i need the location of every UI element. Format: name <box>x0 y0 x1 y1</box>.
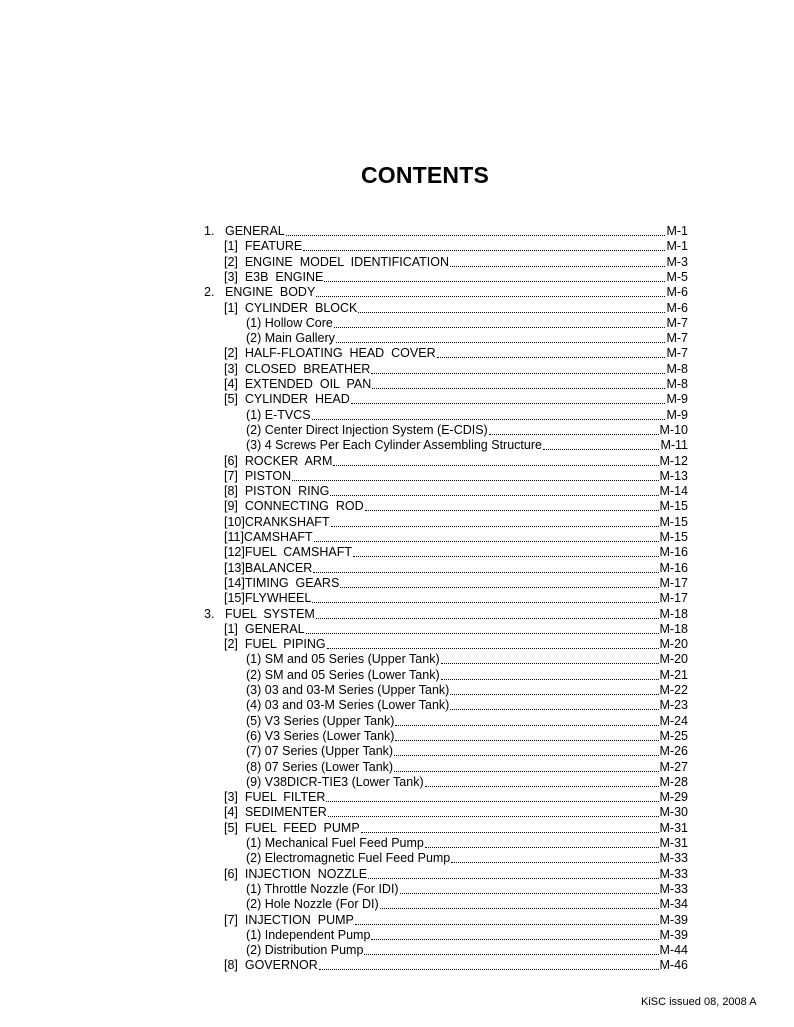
toc-entry-page: M-14 <box>659 484 688 499</box>
toc-entry[interactable] <box>224 345 688 361</box>
toc-entry-title: (1) Mechanical Fuel Feed Pump <box>246 836 424 850</box>
dot-leader <box>351 403 666 404</box>
dot-leader <box>333 465 658 466</box>
page-title: CONTENTS <box>360 162 490 188</box>
toc-entry-title: (1) Independent Pump <box>246 927 371 942</box>
toc-entry-page: M-20 <box>659 637 688 652</box>
toc-entry-title: (9) V38DICR-TIE3 (Lower Tank) <box>246 774 424 789</box>
toc-entry-title: (1) Hollow Core <box>246 315 333 330</box>
toc-entry-page: M-21 <box>659 667 688 682</box>
toc-entry-page: M-18 <box>659 606 688 621</box>
dot-leader <box>450 266 665 267</box>
dot-leader <box>358 312 665 313</box>
toc-entry[interactable] <box>224 866 688 882</box>
toc-entry[interactable] <box>246 881 688 897</box>
toc-entry-page: M-18 <box>659 621 688 636</box>
dot-leader <box>450 694 658 695</box>
toc-entry[interactable] <box>246 728 688 744</box>
toc-entry-page: M-7 <box>666 331 688 346</box>
dot-leader <box>441 663 659 664</box>
dot-leader <box>371 939 658 940</box>
toc-entry[interactable] <box>224 514 688 530</box>
dot-leader <box>286 235 666 236</box>
toc-entry[interactable] <box>224 575 688 591</box>
toc-entry-title: (7) 07 Series (Upper Tank) <box>246 744 394 759</box>
toc-entry-title: [8] GOVERNOR <box>224 958 318 973</box>
toc-entry[interactable] <box>224 483 688 499</box>
dot-leader <box>543 449 659 450</box>
toc-entry[interactable] <box>246 407 688 423</box>
footer-issue-note: KiSC issued 08, 2008 A <box>641 996 757 1008</box>
toc-entry[interactable] <box>224 912 688 928</box>
toc-entry[interactable] <box>224 820 688 836</box>
toc-entry-title: [3] CLOSED BREATHER <box>224 361 371 376</box>
toc-entry-page: M-46 <box>659 958 688 973</box>
dot-leader <box>319 969 659 970</box>
toc-entry-title: [1] CYLINDER BLOCK <box>224 300 358 315</box>
toc-entry[interactable] <box>204 223 688 239</box>
toc-entry-title: ENGINE BODY <box>225 285 316 300</box>
toc-entry-page: M-1 <box>666 239 688 254</box>
toc-entry-page: M-7 <box>666 315 688 330</box>
toc-entry-title: (3) 03 and 03-M Series (Upper Tank) <box>246 683 450 697</box>
toc-entry[interactable] <box>246 315 688 331</box>
dot-leader <box>312 602 658 603</box>
toc-entry-page: M-33 <box>659 851 688 866</box>
toc-entry-number: 1. <box>204 224 215 238</box>
toc-entry[interactable] <box>246 835 688 851</box>
toc-entry-title: [15]FLYWHEEL <box>224 591 312 606</box>
toc-entry[interactable] <box>224 636 688 652</box>
toc-entry-title: [12]FUEL CAMSHAFT <box>224 545 353 560</box>
toc-entry-title: (2) Electromagnetic Fuel Feed Pump <box>246 851 451 866</box>
toc-entry[interactable] <box>246 422 688 438</box>
toc-entry-page: M-22 <box>659 683 688 697</box>
toc-entry[interactable] <box>246 697 688 713</box>
toc-entry[interactable] <box>224 254 688 270</box>
toc-entry-title: [5] FUEL FEED PUMP <box>224 820 360 835</box>
toc-entry-number: 3. <box>204 606 215 621</box>
toc-entry-title: [2] FUEL PIPING <box>224 637 326 652</box>
toc-entry-title: [13]BALANCER <box>224 560 313 575</box>
toc-entry-page: M-6 <box>666 285 688 300</box>
toc-entry-page: M-39 <box>659 912 688 927</box>
toc-entry[interactable] <box>224 957 688 973</box>
toc-entry-title: [7] INJECTION PUMP <box>224 912 354 927</box>
dot-leader <box>327 648 659 649</box>
toc-entry-page: M-7 <box>666 346 688 361</box>
toc-entry-title: [8] PISTON RING <box>224 484 330 499</box>
toc-entry-page: M-15 <box>659 530 688 544</box>
toc-entry[interactable] <box>224 468 688 484</box>
dot-leader <box>306 633 659 634</box>
toc-entry-page: M-31 <box>659 836 688 850</box>
toc-entry-title: [10]CRANKSHAFT <box>224 514 330 529</box>
dot-leader <box>395 725 658 726</box>
toc-entry-page: M-39 <box>659 927 688 942</box>
toc-entry-title: [2] HALF-FLOATING HEAD COVER <box>224 346 436 361</box>
dot-leader <box>336 342 666 343</box>
toc-entry[interactable] <box>246 774 688 790</box>
dot-leader <box>316 618 659 619</box>
toc-entry[interactable] <box>224 560 688 576</box>
toc-entry-page: M-44 <box>659 943 688 958</box>
toc-entry-title: (1) Throttle Nozzle (For IDI) <box>246 881 399 896</box>
toc-entry[interactable] <box>246 330 688 346</box>
toc-entry-title: [11]CAMSHAFT <box>224 530 313 544</box>
toc-entry-title: (2) Distribution Pump <box>246 943 364 958</box>
toc-entry-title: [14]TIMING GEARS <box>224 575 340 590</box>
toc-entry-page: M-15 <box>659 499 688 514</box>
toc-entry[interactable] <box>246 743 688 759</box>
toc-entry[interactable] <box>224 300 688 316</box>
dot-leader <box>353 556 658 557</box>
toc-entry-title: [2] ENGINE MODEL IDENTIFICATION <box>224 254 450 269</box>
dot-leader <box>328 816 659 817</box>
toc-entry-page: M-33 <box>659 866 688 881</box>
dot-leader <box>425 847 659 848</box>
toc-entry-number: 2. <box>204 285 215 300</box>
toc-entry[interactable] <box>224 376 688 392</box>
toc-entry-page: M-11 <box>660 438 688 453</box>
dot-leader <box>489 434 659 435</box>
toc-entry-page: M-8 <box>666 361 688 376</box>
toc-entry[interactable] <box>224 804 688 820</box>
toc-entry[interactable] <box>246 682 688 698</box>
toc-entry-page: M-3 <box>666 254 688 269</box>
toc-entry-title: GENERAL <box>225 224 285 238</box>
dot-leader <box>371 373 665 374</box>
toc-entry-title: [7] PISTON <box>224 468 292 483</box>
toc-entry-title: (8) 07 Series (Lower Tank) <box>246 759 394 774</box>
dot-leader <box>365 510 659 511</box>
toc-entry[interactable] <box>246 896 688 912</box>
toc-entry-page: M-8 <box>666 377 688 391</box>
toc-entry-page: M-30 <box>659 805 688 820</box>
toc-entry-page: M-29 <box>659 790 688 805</box>
toc-entry[interactable] <box>224 621 688 637</box>
toc-entry-title: (2) Hole Nozzle (For DI) <box>246 897 379 912</box>
toc-entry-title: (1) E-TVCS <box>246 407 311 422</box>
dot-leader <box>441 679 659 680</box>
toc-entry-page: M-31 <box>659 820 688 835</box>
toc-entry-page: M-16 <box>659 560 688 575</box>
toc-entry-page: M-1 <box>666 224 688 238</box>
toc-entry[interactable] <box>224 529 688 545</box>
toc-entry-page: M-5 <box>666 269 688 284</box>
toc-entry[interactable] <box>204 284 688 300</box>
toc-entry[interactable] <box>224 789 688 805</box>
dot-leader <box>380 908 659 909</box>
toc-entry-title: [3] FUEL FILTER <box>224 790 326 805</box>
toc-entry-page: M-24 <box>659 713 688 728</box>
toc-entry-title: (3) 4 Screws Per Each Cylinder Assembling Structure <box>246 438 542 453</box>
toc-entry-page: M-6 <box>666 300 688 315</box>
toc-entry[interactable] <box>246 713 688 729</box>
dot-leader <box>437 357 666 358</box>
toc-entry-title: (4) 03 and 03-M Series (Lower Tank) <box>246 698 450 713</box>
toc-entry-title: (2) SM and 05 Series (Lower Tank) <box>246 667 440 682</box>
toc-entry[interactable] <box>224 238 688 254</box>
toc-entry-page: M-13 <box>659 468 688 483</box>
toc-entry-title: (1) SM and 05 Series (Upper Tank) <box>246 652 440 667</box>
dot-leader <box>355 924 659 925</box>
toc-entry-title: (5) V3 Series (Upper Tank) <box>246 713 395 728</box>
dot-leader <box>324 281 665 282</box>
toc-entry[interactable] <box>246 850 688 866</box>
toc-entry-page: M-28 <box>659 774 688 789</box>
toc-entry-title: [6] ROCKER ARM <box>224 453 333 468</box>
toc-entry-page: M-27 <box>659 759 688 774</box>
toc-entry-page: M-10 <box>659 422 688 437</box>
toc-entry-page: M-12 <box>659 453 688 468</box>
dot-leader <box>330 495 658 496</box>
toc-entry-title: [1] GENERAL <box>224 621 305 636</box>
dot-leader <box>314 541 659 542</box>
toc-entry[interactable] <box>246 927 688 943</box>
toc-entry[interactable] <box>224 269 688 285</box>
toc-entry[interactable] <box>246 759 688 775</box>
dot-leader <box>450 709 658 710</box>
toc-entry-page: M-17 <box>659 575 688 590</box>
toc-entry-page: M-17 <box>659 591 688 606</box>
dot-leader <box>313 572 658 573</box>
toc-entry-page: M-33 <box>659 881 688 896</box>
toc-entry-title: [5] CYLINDER HEAD <box>224 392 350 407</box>
dot-leader <box>451 862 658 863</box>
toc-entry-title: [6] INJECTION NOZZLE <box>224 866 368 881</box>
toc-entry-page: M-20 <box>659 652 688 667</box>
toc-entry-title: [4] SEDIMENTER <box>224 805 327 820</box>
toc-entry-page: M-26 <box>659 744 688 759</box>
toc-entry-page: M-9 <box>666 407 688 422</box>
toc-entry-page: M-16 <box>659 545 688 560</box>
toc-entry-title: (2) Main Gallery <box>246 331 335 346</box>
toc-entry[interactable] <box>224 544 688 560</box>
dot-leader <box>361 832 659 833</box>
dot-leader <box>292 480 658 481</box>
dot-leader <box>394 771 658 772</box>
toc-entry[interactable] <box>224 498 688 514</box>
toc-entry-page: M-25 <box>659 728 688 743</box>
toc-entry-title: (6) V3 Series (Lower Tank) <box>246 728 395 743</box>
dot-leader <box>368 878 658 879</box>
toc-entry-title: [4] EXTENDED OIL PAN <box>224 377 372 391</box>
toc-entry-title: [1] FEATURE <box>224 239 303 254</box>
toc-entry[interactable] <box>224 391 688 407</box>
toc-entry-title: [9] CONNECTING ROD <box>224 499 364 514</box>
toc-entry[interactable] <box>224 590 688 606</box>
toc-entry[interactable] <box>246 651 688 667</box>
dot-leader <box>394 755 658 756</box>
dot-leader <box>331 526 659 527</box>
dot-leader <box>340 587 658 588</box>
toc-entry[interactable] <box>246 437 688 453</box>
dot-leader <box>425 786 659 787</box>
toc-entry[interactable] <box>204 606 688 622</box>
toc-entry[interactable] <box>246 667 688 683</box>
dot-leader <box>395 740 658 741</box>
dot-leader <box>326 801 658 802</box>
toc-entry[interactable] <box>224 361 688 377</box>
toc-entry-title: [3] E3B ENGINE <box>224 269 324 284</box>
dot-leader <box>400 893 659 894</box>
toc-entry-title: FUEL SYSTEM <box>225 606 315 621</box>
dot-leader <box>312 419 666 420</box>
toc-entry-page: M-34 <box>659 897 688 912</box>
dot-leader <box>316 296 665 297</box>
toc-entry-page: M-9 <box>666 392 688 407</box>
toc-entry[interactable] <box>246 942 688 958</box>
toc-entry-page: M-23 <box>659 698 688 713</box>
toc-entry[interactable] <box>224 453 688 469</box>
toc-entry-page: M-15 <box>659 514 688 529</box>
dot-leader <box>334 327 666 328</box>
dot-leader <box>364 954 658 955</box>
dot-leader <box>303 250 665 251</box>
toc-entry-title: (2) Center Direct Injection System (E-CDIS) <box>246 422 488 437</box>
dot-leader <box>372 388 665 389</box>
